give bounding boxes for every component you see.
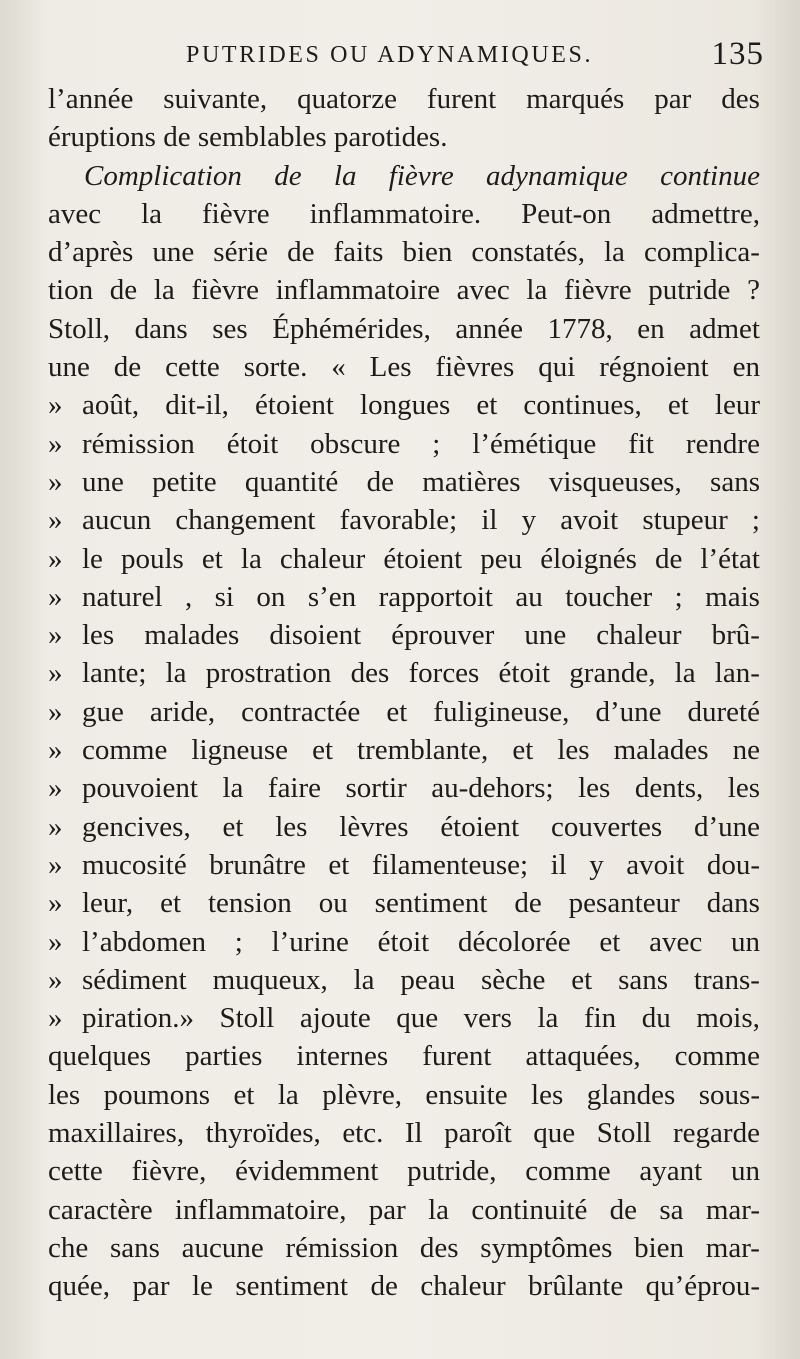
line-text: rémission étoit obscure ; l’émétique fit rendre — [82, 427, 760, 460]
quote-mark: » — [48, 389, 63, 422]
quote-mark: » — [48, 734, 63, 767]
quote-mark: » — [48, 695, 63, 728]
line-text: août, dit-il, étoient longues et continues, et leur — [82, 389, 760, 422]
quote-mark: » — [48, 619, 63, 652]
line-text: le pouls et la chaleur étoient peu éloignés de l’état — [82, 542, 760, 575]
line-text: mucosité brunâtre et filamenteuse; il y avoit dou- — [82, 848, 760, 881]
quote-mark: » — [48, 887, 63, 920]
text-line — [48, 846, 760, 884]
line-text: l’année suivante, quatorze furent marqués par des — [48, 83, 760, 115]
text-line — [48, 693, 760, 731]
line-text: les malades disoient éprouver une chaleur brû- — [82, 619, 760, 652]
quote-mark: » — [48, 427, 63, 460]
line-text: naturel , si on s’en rapportoit au toucher ; mais — [82, 580, 760, 613]
text-line — [48, 233, 760, 271]
text-line — [48, 271, 760, 309]
quote-mark: » — [48, 810, 63, 843]
text-line — [48, 1114, 760, 1152]
page-header — [0, 34, 800, 84]
line-text: gue aride, contractée et fuligineuse, d’une dureté — [82, 695, 760, 728]
line-text: caractère inflammatoire, par la continuité de sa mar- — [48, 1193, 760, 1226]
text-line — [48, 195, 760, 233]
text-line — [48, 386, 760, 424]
line-text: une petite quantité de matières visqueuses, sans — [82, 465, 760, 498]
text-line — [48, 118, 760, 156]
text-line — [48, 731, 760, 769]
line-text: d’après une série de faits bien constatés, la complica- — [48, 236, 760, 269]
quote-mark: » — [48, 580, 63, 613]
line-text: sédiment muqueux, la peau sèche et sans trans- — [82, 963, 760, 996]
body-text — [48, 80, 760, 1306]
quote-mark: » — [48, 657, 63, 690]
line-text: éruptions de semblables parotides. — [48, 121, 448, 154]
text-line — [48, 1076, 760, 1114]
text-line — [48, 1191, 760, 1229]
line-text: che sans aucune rémission des symptômes bien mar- — [48, 1231, 760, 1264]
line-text: l’abdomen ; l’urine étoit décolorée et avec un — [82, 925, 760, 958]
text-line — [48, 578, 760, 616]
text-line — [48, 808, 760, 846]
text-line — [48, 540, 760, 578]
line-text: maxillaires, thyroïdes, etc. Il paroît que Stoll regarde — [48, 1117, 760, 1150]
line-text: Stoll, dans ses Éphémérides, année 1778, en admet — [48, 312, 760, 345]
line-text: pouvoient la faire sortir au-dehors; les dents, les — [82, 772, 760, 805]
quote-mark: » — [48, 848, 63, 881]
line-text: lante; la prostration des forces étoit grande, la lan- — [82, 657, 760, 690]
text-line — [48, 157, 760, 195]
line-text: les poumons et la plèvre, ensuite les glandes sous- — [48, 1078, 760, 1111]
quote-mark: » — [48, 504, 63, 537]
quote-mark: » — [48, 542, 63, 575]
line-text: gencives, et les lèvres étoient couvertes d’une — [82, 810, 760, 843]
text-line — [48, 884, 760, 922]
line-text: quée, par le sentiment de chaleur brûlante qu’éprou- — [48, 1270, 760, 1303]
text-line — [48, 1152, 760, 1190]
quote-mark: » — [48, 1002, 63, 1035]
text-line — [48, 463, 760, 501]
text-line — [48, 425, 760, 463]
line-text: aucun changement favorable; il y avoit stupeur ; — [82, 504, 760, 537]
text-line — [48, 999, 760, 1037]
page-number: 135 — [711, 36, 764, 72]
quote-mark: » — [48, 925, 63, 958]
text-line — [48, 348, 760, 386]
quote-mark: » — [48, 772, 63, 805]
quote-mark: » — [48, 963, 63, 996]
line-text: Complication de la fièvre adynamique continue — [84, 159, 760, 192]
text-line — [48, 769, 760, 807]
text-line — [48, 616, 760, 654]
text-line — [48, 80, 760, 118]
line-text: piration.» Stoll ajoute que vers la fin du mois, — [82, 1002, 760, 1035]
line-text: comme ligneuse et tremblante, et les malades ne — [82, 734, 760, 767]
text-line — [48, 923, 760, 961]
line-text: cette fièvre, évidemment putride, comme ayant un — [48, 1155, 760, 1188]
line-text: leur, et tension ou sentiment de pesanteur dans — [82, 887, 760, 920]
line-text: avec la fièvre inflammatoire. Peut-on admettre, — [48, 197, 760, 230]
text-line — [48, 310, 760, 348]
text-line — [48, 1229, 760, 1267]
text-line — [48, 501, 760, 539]
text-line — [48, 654, 760, 692]
text-line — [48, 1037, 760, 1075]
text-line — [48, 961, 760, 999]
line-text: tion de la fièvre inflammatoire avec la fièvre putride ? — [48, 274, 760, 307]
quote-mark: » — [48, 465, 63, 498]
text-line — [48, 1267, 760, 1305]
line-text: quelques parties internes furent attaquées, comme — [48, 1040, 760, 1073]
line-text: une de cette sorte. « Les fièvres qui régnoient en — [48, 351, 760, 384]
running-title: PUTRIDES OU ADYNAMIQUES. — [186, 42, 594, 68]
